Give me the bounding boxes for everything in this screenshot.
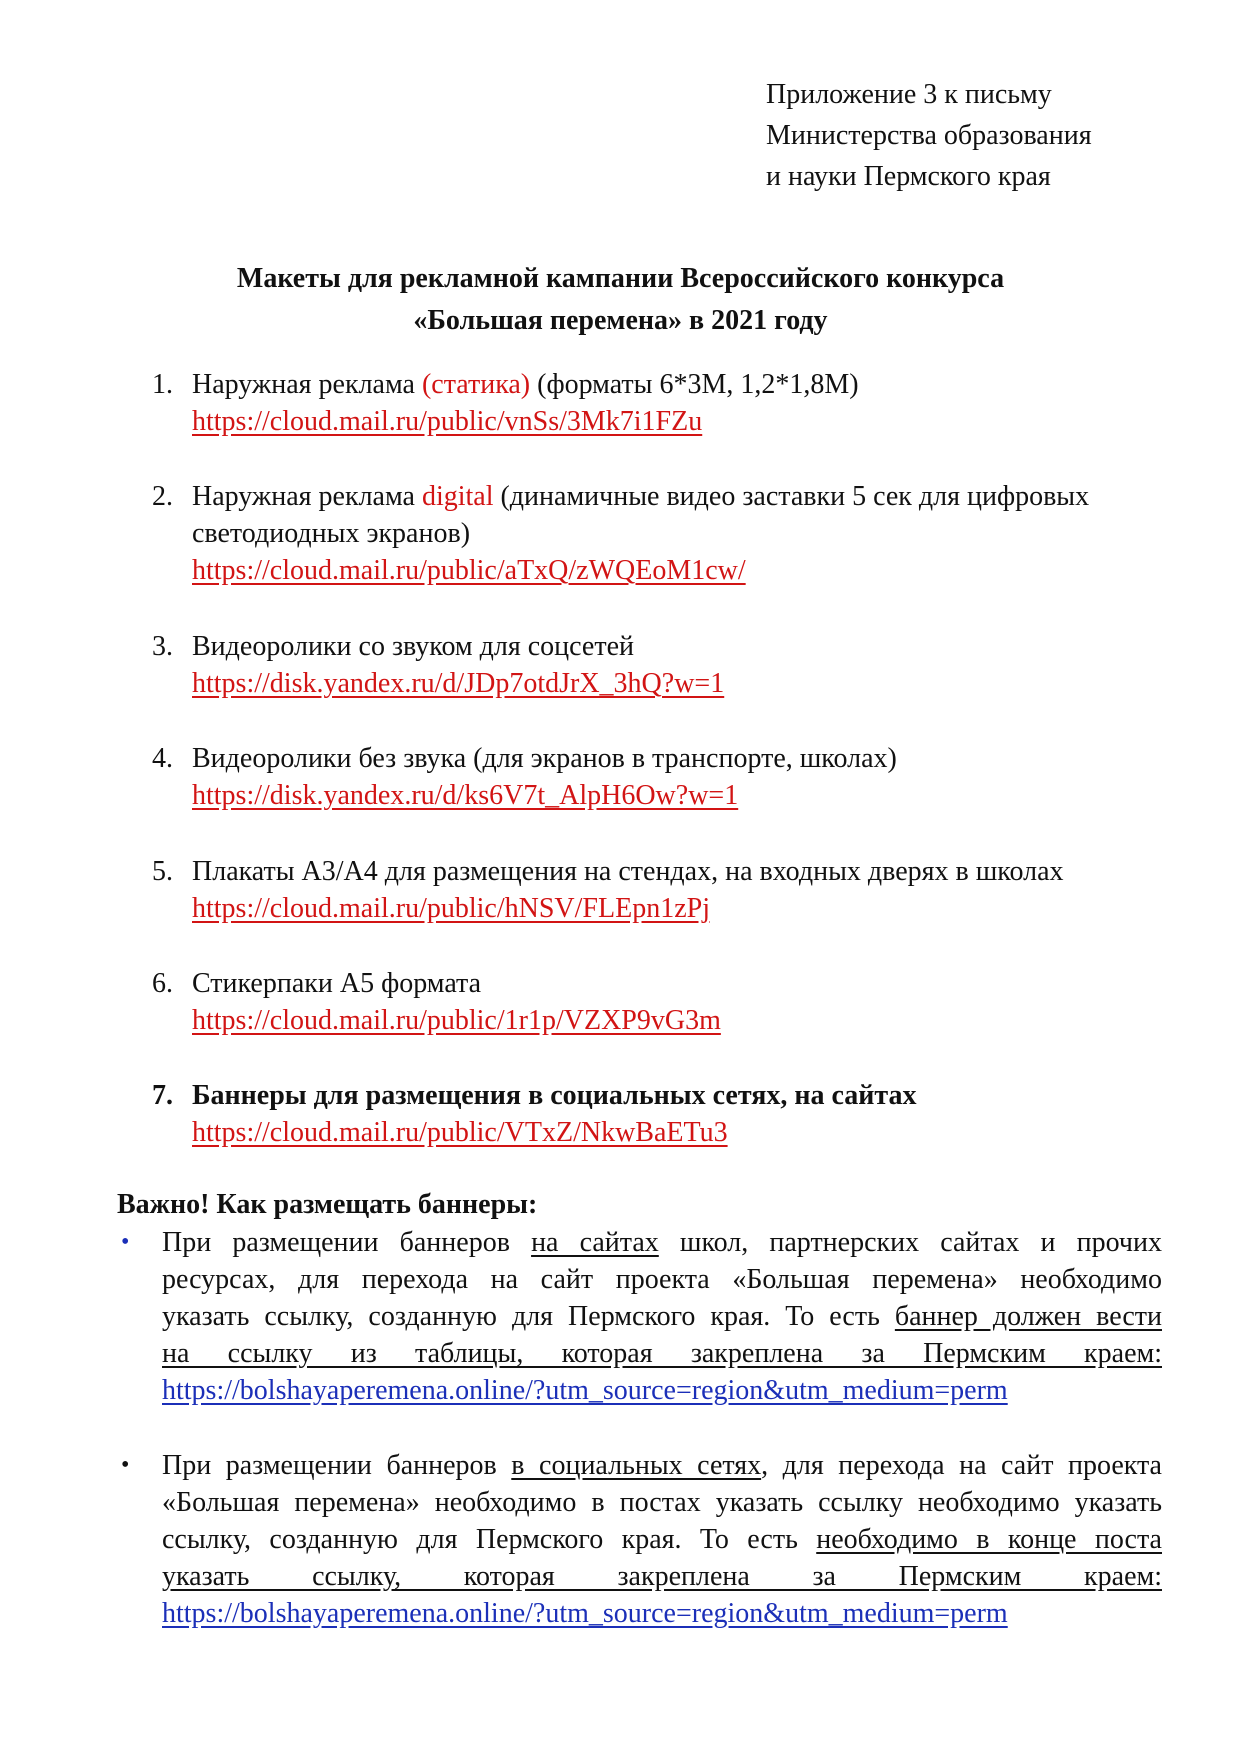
item-text: Наружная реклама bbox=[192, 481, 422, 512]
bullet-icon: • bbox=[121, 1229, 130, 1255]
annex-line: Министерства образования bbox=[766, 120, 1092, 151]
list-item-2 bbox=[152, 478, 1162, 589]
item-number: 7. bbox=[152, 1080, 173, 1111]
bullet-text: При размещении баннеров bbox=[162, 1450, 512, 1481]
item-heading: Видеоролики без звука (для экранов в транспорте, школах) bbox=[192, 743, 897, 774]
resource-link[interactable]: https://cloud.mail.ru/public/1r1p/VZXP9vG3m bbox=[192, 1005, 721, 1036]
document-title bbox=[0, 258, 1241, 342]
title-line: Макеты для рекламной кампании Всероссийского конкурса bbox=[236, 263, 1005, 294]
resource-link[interactable]: https://cloud.mail.ru/public/aTxQ/zWQEoM1cw/ bbox=[192, 555, 746, 586]
bullet-line-underlined: на ссылку из таблицы, которая закреплена за Пермским краем: bbox=[162, 1338, 1162, 1369]
item-highlight: (статика) bbox=[421, 369, 531, 400]
item-highlight: digital bbox=[421, 481, 494, 512]
bullet-line: «Большая перемена» необходимо в постах указать ссылку необходимо указать bbox=[162, 1487, 1162, 1518]
item-heading bbox=[192, 366, 1162, 403]
bullet-text: школ, партнерских сайтах и прочих bbox=[658, 1227, 1162, 1258]
bullet-text: указать ссылку, созданную для Пермского края. То есть bbox=[162, 1301, 895, 1332]
item-heading: Стикерпаки А5 формата bbox=[192, 968, 482, 999]
item-number: 6. bbox=[152, 968, 173, 999]
bullet-line bbox=[162, 1595, 1162, 1632]
title-line: «Большая перемена» в 2021 году bbox=[413, 305, 828, 336]
annex-note bbox=[766, 74, 1206, 197]
bullet-underlined: на сайтах bbox=[531, 1227, 659, 1258]
item-number: 5. bbox=[152, 856, 173, 887]
item-text: Наружная реклама bbox=[192, 369, 422, 400]
resource-link[interactable]: https://disk.yandex.ru/d/JDp7otdJrX_3hQ?w=1 bbox=[192, 668, 725, 699]
bullet-line bbox=[162, 1447, 1162, 1484]
item-text: (динамичные видео заставки 5 сек для цифровых bbox=[493, 481, 1090, 512]
bullet-underlined: в социальных сетях bbox=[511, 1450, 762, 1481]
item-heading: Видеоролики со звуком для соцсетей bbox=[192, 631, 634, 662]
annex-line: Приложение 3 к письму bbox=[766, 79, 1052, 110]
bullet-underlined: необходимо в конце поста bbox=[816, 1524, 1162, 1555]
project-link[interactable]: https://bolshayaperemena.online/?utm_source=region&utm_medium=perm bbox=[162, 1598, 1008, 1629]
item-text: (форматы 6*3М, 1,2*1,8М) bbox=[530, 369, 859, 400]
bullet-line bbox=[162, 1521, 1162, 1558]
item-number: 3. bbox=[152, 631, 173, 662]
project-link[interactable]: https://bolshayaperemena.online/?utm_source=region&utm_medium=perm bbox=[162, 1375, 1008, 1406]
bullet-text: ссылку, созданную для Пермского края. То есть bbox=[162, 1524, 817, 1555]
resource-link[interactable]: https://cloud.mail.ru/public/vnSs/3Mk7i1FZu bbox=[192, 406, 703, 437]
bullet-line bbox=[162, 1298, 1162, 1335]
item-number: 2. bbox=[152, 481, 173, 512]
resource-link[interactable]: https://cloud.mail.ru/public/hNSV/FLEpn1zPj bbox=[192, 893, 710, 924]
item-text-continued: светодиодных экранов) bbox=[192, 518, 471, 549]
bullet-line-underlined: указать ссылку, которая закреплена за Пермским краем: bbox=[162, 1561, 1162, 1592]
item-heading: Баннеры для размещения в социальных сетях, на сайтах bbox=[192, 1080, 917, 1111]
item-number: 1. bbox=[152, 369, 173, 400]
list-item-6 bbox=[152, 965, 1162, 1039]
bullet-text: При размещении баннеров bbox=[162, 1227, 532, 1258]
list-item-4 bbox=[152, 740, 1162, 814]
annex-line: и науки Пермского края bbox=[766, 161, 1051, 192]
bullet-line: ресурсах, для перехода на сайт проекта «Большая перемена» необходимо bbox=[162, 1264, 1162, 1295]
bullet-line bbox=[162, 1372, 1162, 1409]
resource-link[interactable]: https://cloud.mail.ru/public/VTxZ/NkwBaETu3 bbox=[192, 1117, 728, 1148]
item-heading: Плакаты А3/А4 для размещения на стендах, на входных дверях в школах bbox=[192, 856, 1064, 887]
resource-link[interactable]: https://disk.yandex.ru/d/ks6V7t_AlpH6Ow?w=1 bbox=[192, 780, 739, 811]
bullet-line bbox=[162, 1224, 1162, 1261]
list-item-1 bbox=[152, 366, 1162, 440]
list-item-5 bbox=[152, 853, 1162, 927]
item-number: 4. bbox=[152, 743, 173, 774]
item-heading bbox=[192, 478, 1162, 515]
bullet-item-1 bbox=[117, 1224, 1162, 1409]
list-item-3 bbox=[152, 628, 1162, 702]
bullet-text: , для перехода на сайт проекта bbox=[761, 1450, 1162, 1481]
bullet-item-2 bbox=[117, 1447, 1162, 1632]
important-heading: Важно! Как размещать баннеры: bbox=[117, 1189, 538, 1220]
bullet-underlined: баннер должен вести bbox=[894, 1301, 1162, 1332]
list-item-7 bbox=[152, 1077, 1162, 1151]
bullet-icon: • bbox=[121, 1452, 130, 1478]
